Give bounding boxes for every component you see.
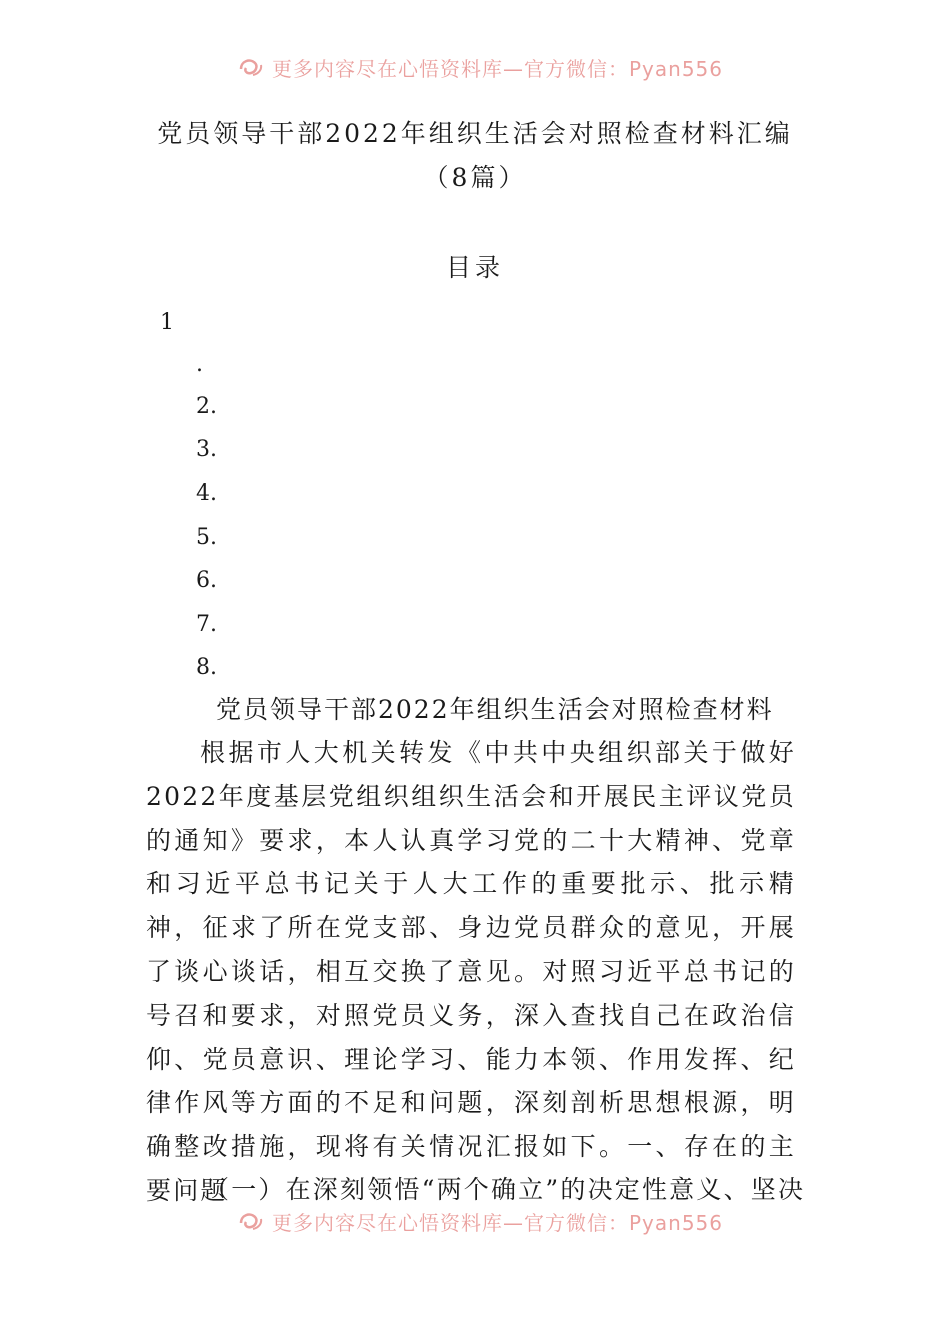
- watermark-top: [238, 52, 758, 82]
- toc-item-number: 2.: [196, 394, 217, 419]
- toc-heading: 目录: [445, 253, 504, 282]
- toc-item-number: 1: [160, 310, 174, 335]
- toc-item-number: 8.: [196, 655, 217, 680]
- watermark-logo-icon: [238, 55, 264, 79]
- document-title: 党员领导干部2022年组织生活会对照检查材料汇编（8篇）: [157, 119, 793, 192]
- section-title: 党员领导干部2022年组织生活会对照检查材料: [216, 695, 774, 724]
- body-paragraph: 根据市人大机关转发《中共中央组织部关于做好2022年度基层党组织组织生活会和开展民主评议党员的通知》要求，本人认真学习党的二十大精神、党章和习近平总书记关于人大工作的重要批示、批示精神，征求了所在党支部、身边党员群众的意见，开展了谈心谈话，相互交换了意见。对照习近平总书记的号召和要求，对照党员义务，深入查找自己在政治信仰、党员意识、理论学习、能力本领、作用发挥、纪律作风等方面的不足和问题，深刻剖析思想根源，明确整改措施，现将有关情况汇报如下。一、存在的主要问题: [146, 738, 796, 1205]
- toc-item-number: .: [196, 352, 203, 377]
- toc-item-number: 3.: [196, 437, 217, 462]
- watermark-bottom: [238, 1206, 758, 1236]
- watermark-logo-icon: [238, 1209, 264, 1233]
- watermark-text: 更多内容尽在心悟资料库—官方微信：Pyan556: [272, 1210, 724, 1235]
- subsection-line: （一）在深刻领悟“两个确立”的决定性意义、坚决: [204, 1175, 806, 1204]
- toc-item-number: 6.: [196, 568, 217, 593]
- toc-item-number: 5.: [196, 525, 217, 550]
- toc-item-number: 4.: [196, 481, 217, 506]
- toc-item-number: 7.: [196, 612, 217, 637]
- watermark-text: 更多内容尽在心悟资料库—官方微信：Pyan556: [272, 56, 724, 81]
